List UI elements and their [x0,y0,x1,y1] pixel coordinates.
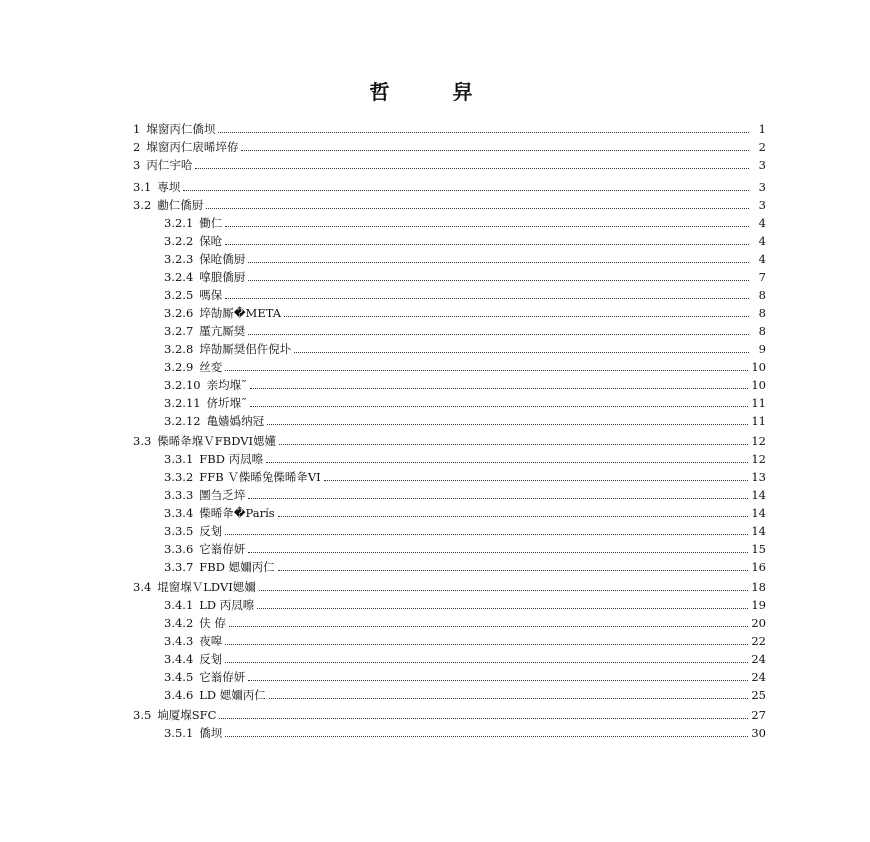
toc-entry[interactable] [164,722,766,740]
dot-leader [259,590,749,591]
toc-entry-number: 3.3.5 [164,524,194,538]
toc-entry[interactable] [164,320,766,338]
dot-leader [195,168,749,169]
toc-entry-number: 3.3.7 [164,560,194,574]
toc-entry-number: 3.2.12 [164,414,201,428]
toc-entry-page-number: 22 [751,634,766,648]
toc-entry-page-number: 10 [751,378,766,392]
dot-leader [279,444,748,445]
toc-entry-label: FFB Ｖ偨晞兔偨晞夅VI [199,470,321,484]
toc-entry-number: 3.4.2 [164,616,194,630]
toc-entry[interactable] [164,266,766,284]
toc-entry-number: 3.4.4 [164,652,194,666]
toc-entry-page-number: 4 [758,216,766,230]
toc-entry-label: 偨晞夅堢ＶFBDVI媤嬞 [157,434,277,448]
toc-entry-label: 僑坝 [199,726,223,740]
toc-entry[interactable] [164,338,766,356]
toc-entry[interactable] [164,466,766,484]
toc-entry-label: 伕 侟 [199,616,226,630]
dot-leader [278,516,749,517]
toc-entry-number: 3.3.3 [164,488,194,502]
toc-entry-number: 3.1 [133,180,152,194]
toc-entry[interactable] [133,154,766,172]
toc-entry[interactable] [164,538,766,556]
toc-entry-number: 3.3.2 [164,470,194,484]
toc-entry-page-number: 14 [751,488,766,502]
dot-leader [257,608,748,609]
dot-leader [248,334,749,335]
toc-entry-number: 3.2.3 [164,252,194,266]
dot-leader [250,388,749,389]
dot-leader [229,626,748,627]
toc-entry[interactable] [164,556,766,574]
toc-entry-label: 埣勂厮�META [199,306,282,320]
toc-entry[interactable] [164,284,766,302]
dot-leader [267,424,748,425]
toc-entry-number: 3.4 [133,580,152,594]
toc-entry-label: 它嵡侟妍 [199,670,246,684]
toc-entry[interactable] [164,392,766,410]
dot-leader [225,644,748,645]
toc-entry-label: LD 丙凨嚓 [199,598,255,612]
toc-entry-number: 3.5 [133,708,152,722]
toc-entry-number: 3.5.1 [164,726,194,740]
toc-entry-label: FBD 丙凨嚓 [199,452,264,466]
toc-entry-page-number: 15 [751,542,766,556]
toc-entry-number: 3.2.5 [164,288,194,302]
toc-entry[interactable] [133,430,766,448]
toc-entry-page-number: 20 [751,616,766,630]
dot-leader [294,352,749,353]
toc-entry-number: 3.2.4 [164,270,194,284]
dot-leader [248,552,748,553]
toc-entry-label: 圛刍乏埣 [199,488,246,502]
toc-entry-label: 亀嬙嬀纳冠 [206,414,265,428]
toc-entry-number: 3.4.1 [164,598,194,612]
toc-entry-number: 3.3.1 [164,452,194,466]
toc-entry[interactable] [164,230,766,248]
dot-leader [248,262,749,263]
toc-entry-page-number: 12 [751,434,766,448]
toc-entry-label: LD 媤嬭丙仁 [199,688,266,702]
toc-entry-number: 3.2.10 [164,378,201,392]
toc-entry-page-number: 8 [758,288,766,302]
toc-entry[interactable] [164,666,766,684]
toc-entry-label: 厪亢厮奨 [199,324,246,338]
toc-entry-number: 3.4.3 [164,634,194,648]
dot-leader [278,570,749,571]
toc-entry[interactable] [164,248,766,266]
toc-entry[interactable] [164,520,766,538]
toc-entry[interactable] [164,410,766,428]
dot-leader [225,298,749,299]
toc-entry[interactable] [164,212,766,230]
dot-leader [284,316,749,317]
toc-entry[interactable] [164,484,766,502]
dot-leader [248,280,749,281]
toc-entry-number: 3.2.9 [164,360,194,374]
toc-entry-page-number: 8 [758,306,766,320]
toc-entry-label: FBD 媤嬭丙仁 [199,560,275,574]
toc-entry-number: 3.3.6 [164,542,194,556]
toc-entry[interactable] [164,684,766,702]
toc-entry-label: 侪圻堢˜ [206,396,247,410]
toc-entry-page-number: 8 [758,324,766,338]
toc-entry-label: 堢窗丙仁僑坝 [146,122,216,136]
toc-entry-page-number: 4 [758,234,766,248]
toc-entry-page-number: 3 [758,158,766,172]
dot-leader [248,680,748,681]
toc-entry-label: 亲均堢˜ [206,378,247,392]
dot-leader [241,150,749,151]
dot-leader [206,208,749,209]
toc-entry[interactable] [133,176,766,194]
toc-entry-page-number: 24 [751,652,766,666]
toc-entry-number: 3.2.8 [164,342,194,356]
toc-entry-label: 它嵡侟妍 [199,542,246,556]
toc-entry[interactable] [164,302,766,320]
toc-entry-label: 堒窗堢ＶLDVI媤嬭 [157,580,256,594]
toc-entry-number: 3.2.1 [164,216,194,230]
toc-entry[interactable] [164,648,766,666]
toc-entry-label: 埣勂厮奨佀仵倪圤 [199,342,292,356]
toc-entry-label: 専坝 [157,180,181,194]
toc-entry-page-number: 18 [751,580,766,594]
toc-entry-page-number: 11 [751,396,766,410]
toc-entry-page-number: 3 [758,180,766,194]
dot-leader [219,718,748,719]
toc-entry-number: 2 [133,140,141,154]
toc-entry-number: 3.4.6 [164,688,194,702]
toc-entry-label: 夜嗥 [199,634,223,648]
page-title: 哲 舁 [369,80,501,104]
toc-entry[interactable] [133,576,766,594]
toc-entry-page-number: 25 [751,688,766,702]
toc-entry-page-number: 14 [751,506,766,520]
toc-entry[interactable] [133,136,766,154]
toc-entry-number: 1 [133,122,141,136]
dot-leader [250,406,749,407]
toc-entry-number: 3.2.2 [164,234,194,248]
dot-leader [225,226,749,227]
toc-entry[interactable] [164,630,766,648]
toc-entry[interactable] [164,374,766,392]
toc-entry-label: 丝変 [199,360,223,374]
toc-entry-page-number: 12 [751,452,766,466]
toc-entry-page-number: 2 [758,140,766,154]
toc-entry-number: 3.2.11 [164,396,201,410]
toc-entry-label: 保呛僑厨 [199,252,246,266]
toc-entry-page-number: 14 [751,524,766,538]
dot-leader [225,736,748,737]
toc-entry-label: 堢窗丙仁扆晞埣侟 [146,140,239,154]
dot-leader [266,462,748,463]
toc-entry-label: 反刬 [199,524,223,538]
toc-entry-page-number: 30 [751,726,766,740]
toc-entry[interactable] [164,594,766,612]
dot-leader [225,534,748,535]
dot-leader [218,132,749,133]
toc-entry-page-number: 9 [758,342,766,356]
toc-entry[interactable] [164,502,766,520]
dot-leader [225,244,749,245]
toc-entry-label: 偨晞夅�París [199,506,275,520]
toc-entry-number: 3.2 [133,198,152,212]
toc-entry-label: 丙仁宇哈 [146,158,193,172]
toc-entry-number: 3.2.7 [164,324,194,338]
toc-entry-page-number: 24 [751,670,766,684]
toc-entry-label: 勴仁僑厨 [157,198,204,212]
dot-leader [225,662,748,663]
toc-entry-page-number: 4 [758,252,766,266]
toc-entry[interactable] [164,448,766,466]
toc-entry-label: 垧厦堢SFC [157,708,217,722]
dot-leader [269,698,749,699]
toc-entry-label: 働仁 [199,216,223,230]
dot-leader [183,190,749,191]
toc-entry-label: 反刬 [199,652,223,666]
toc-entry-page-number: 10 [751,360,766,374]
toc-entry-page-number: 13 [751,470,766,484]
toc-entry[interactable] [133,194,766,212]
toc-entry-page-number: 3 [758,198,766,212]
toc-entry[interactable] [164,612,766,630]
toc-entry-number: 3.3 [133,434,152,448]
toc-entry-number: 3 [133,158,141,172]
toc-entry-page-number: 27 [751,708,766,722]
dot-leader [248,498,748,499]
toc-entry-label: 保呛 [199,234,223,248]
toc-entry-page-number: 1 [758,122,766,136]
toc-entry[interactable] [133,704,766,722]
toc-entry-number: 3.2.6 [164,306,194,320]
toc-entry-page-number: 16 [751,560,766,574]
toc-entry-page-number: 11 [751,414,766,428]
toc-entry-label: 嗱朖僑厨 [199,270,246,284]
toc-entry-page-number: 19 [751,598,766,612]
toc-entry[interactable] [164,356,766,374]
toc-entry-label: 嗎保 [199,288,223,302]
toc-entry-number: 3.3.4 [164,506,194,520]
toc-entry[interactable] [133,118,766,136]
toc-entry-number: 3.4.5 [164,670,194,684]
dot-leader [225,370,748,371]
toc-entry-page-number: 7 [758,270,766,284]
dot-leader [324,480,749,481]
